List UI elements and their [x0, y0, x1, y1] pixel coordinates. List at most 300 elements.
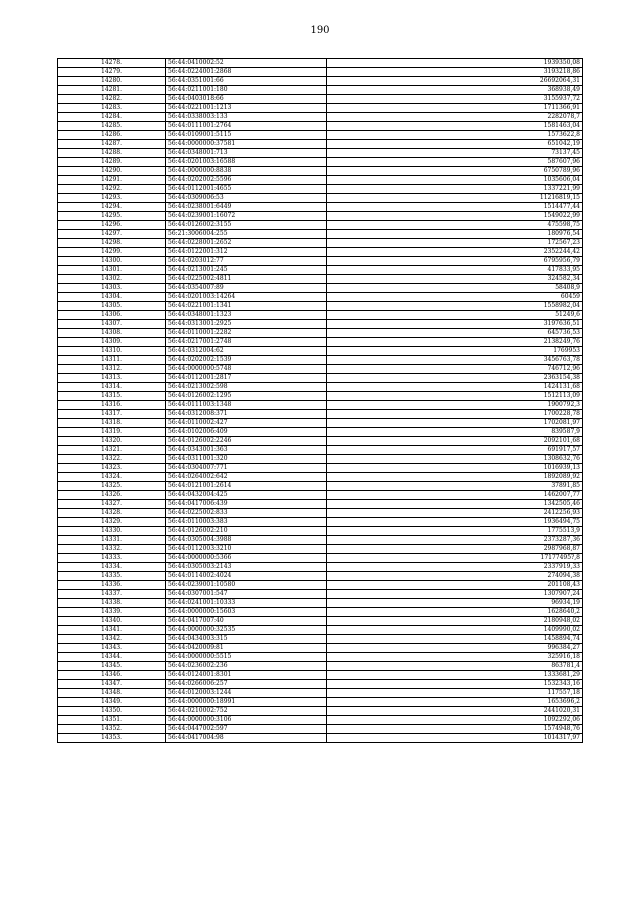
- cadastral-number-cell: 56:44:0417006:439: [166, 500, 327, 509]
- row-number-cell: 14298.: [58, 239, 166, 248]
- cadastral-number-cell: 56:44:0307001:547: [166, 590, 327, 599]
- cadastral-number-cell: 56:44:0410002:52: [166, 59, 327, 68]
- table-row: [58, 140, 583, 149]
- table-row: [58, 347, 583, 356]
- cadastral-value-cell: 746712,96: [327, 365, 583, 374]
- table-row: [58, 167, 583, 176]
- cadastral-value-cell: 1514477,44: [327, 203, 583, 212]
- table-row: [58, 464, 583, 473]
- cadastral-value-cell: 1558982,04: [327, 302, 583, 311]
- cadastral-number-cell: 56:44:0217001:2748: [166, 338, 327, 347]
- row-number-cell: 14294.: [58, 203, 166, 212]
- cadastral-value-cell: 1892089,92: [327, 473, 583, 482]
- cadastral-number-cell: 56:44:0312004:62: [166, 347, 327, 356]
- row-number-cell: 14351.: [58, 716, 166, 725]
- table-row: [58, 221, 583, 230]
- table-row: [58, 446, 583, 455]
- cadastral-value-cell: 2363154,38: [327, 374, 583, 383]
- row-number-cell: 14318.: [58, 419, 166, 428]
- row-number-cell: 14283.: [58, 104, 166, 113]
- cadastral-value-cell: 1549022,99: [327, 212, 583, 221]
- cadastral-number-cell: 56:44:0225002:833: [166, 509, 327, 518]
- row-number-cell: 14346.: [58, 671, 166, 680]
- cadastral-number-cell: 56:44:0111003:1348: [166, 401, 327, 410]
- cadastral-value-cell: 96934,19: [327, 599, 583, 608]
- cadastral-number-cell: 56:44:0338003:133: [166, 113, 327, 122]
- table-row: [58, 329, 583, 338]
- cadastral-number-cell: 56:44:0126002:3155: [166, 221, 327, 230]
- row-number-cell: 14279.: [58, 68, 166, 77]
- row-number-cell: 14306.: [58, 311, 166, 320]
- row-number-cell: 14319.: [58, 428, 166, 437]
- table-row: [58, 95, 583, 104]
- cadastral-value-cell: 11216819,15: [327, 194, 583, 203]
- table-row: [58, 581, 583, 590]
- table-row: [58, 158, 583, 167]
- table-row: [58, 185, 583, 194]
- row-number-cell: 14340.: [58, 617, 166, 626]
- cadastral-number-cell: 56:44:0201003:16588: [166, 158, 327, 167]
- cadastral-value-cell: 1769953: [327, 347, 583, 356]
- table-row: [58, 68, 583, 77]
- row-number-cell: 14290.: [58, 167, 166, 176]
- row-number-cell: 14303.: [58, 284, 166, 293]
- row-number-cell: 14338.: [58, 599, 166, 608]
- cadastral-number-cell: 56:44:0000000:18991: [166, 698, 327, 707]
- row-number-cell: 14325.: [58, 482, 166, 491]
- cadastral-value-cell: 324582,34: [327, 275, 583, 284]
- cadastral-value-cell: 1700228,78: [327, 410, 583, 419]
- table-row: [58, 248, 583, 257]
- cadastral-value-cell: 274094,38: [327, 572, 583, 581]
- cadastral-value-cell: 475598,75: [327, 221, 583, 230]
- cadastral-number-cell: 56:44:0264002:642: [166, 473, 327, 482]
- cadastral-value-cell: 1939350,08: [327, 59, 583, 68]
- table-row: [58, 176, 583, 185]
- row-number-cell: 14352.: [58, 725, 166, 734]
- cadastral-value-cell: 2337919,33: [327, 563, 583, 572]
- row-number-cell: 14312.: [58, 365, 166, 374]
- cadastral-value-cell: 1092292,06: [327, 716, 583, 725]
- cadastral-value-cell: 3197636,51: [327, 320, 583, 329]
- table-row: [58, 536, 583, 545]
- cadastral-number-cell: 56:44:0228001:2652: [166, 239, 327, 248]
- cadastral-value-cell: 2180948,02: [327, 617, 583, 626]
- table-row: [58, 149, 583, 158]
- table-row: [58, 122, 583, 131]
- cadastral-value-cell: 1628640,2: [327, 608, 583, 617]
- cadastral-value-cell: 17177495?,8: [327, 554, 583, 563]
- cadastral-value-cell: 839587,9: [327, 428, 583, 437]
- cadastral-value-cell: 6750789,96: [327, 167, 583, 176]
- table-row: [58, 491, 583, 500]
- cadastral-number-cell: 56:44:0241001:10333: [166, 599, 327, 608]
- cadastral-number-cell: 56:44:0110003:383: [166, 518, 327, 527]
- row-number-cell: 14282.: [58, 95, 166, 104]
- table-row: [58, 392, 583, 401]
- table-row: [58, 194, 583, 203]
- table-row: [58, 86, 583, 95]
- cadastral-number-cell: 56:44:0236002:236: [166, 662, 327, 671]
- row-number-cell: 14296.: [58, 221, 166, 230]
- cadastral-number-cell: 56:44:0120003:1244: [166, 689, 327, 698]
- table-row: [58, 635, 583, 644]
- row-number-cell: 14314.: [58, 383, 166, 392]
- cadastral-value-cell: 651042,19: [327, 140, 583, 149]
- row-number-cell: 14315.: [58, 392, 166, 401]
- table-row: [58, 500, 583, 509]
- table-row: [58, 284, 583, 293]
- table-row: [58, 572, 583, 581]
- row-number-cell: 14295.: [58, 212, 166, 221]
- cadastral-value-cell: 6795956,79: [327, 257, 583, 266]
- table-row: [58, 563, 583, 572]
- page-number: 190: [310, 25, 330, 36]
- table-row: [58, 383, 583, 392]
- table-row: [58, 230, 583, 239]
- cadastral-number-cell: 56:44:0126002:210: [166, 527, 327, 536]
- cadastral-number-cell: 56:44:0000000:5366: [166, 554, 327, 563]
- cadastral-value-cell: 73137,45: [327, 149, 583, 158]
- row-number-cell: 14304.: [58, 293, 166, 302]
- cadastral-value-cell: 37891,85: [327, 482, 583, 491]
- row-number-cell: 14333.: [58, 554, 166, 563]
- row-number-cell: 14341.: [58, 626, 166, 635]
- cadastral-number-cell: 56:44:0221001:1213: [166, 104, 327, 113]
- cadastral-value-cell: 417833,95: [327, 266, 583, 275]
- cadastral-number-cell: 56:44:0343001:363: [166, 446, 327, 455]
- table-row: [58, 590, 583, 599]
- table-row: [58, 239, 583, 248]
- row-number-cell: 14332.: [58, 545, 166, 554]
- cadastral-value-cell: 1307907,24: [327, 590, 583, 599]
- cadastral-number-cell: 56:44:0417004:98: [166, 734, 327, 743]
- cadastral-value-cell: 3155937,72: [327, 95, 583, 104]
- row-number-cell: 14344.: [58, 653, 166, 662]
- row-number-cell: 14302.: [58, 275, 166, 284]
- cadastral-value-cell: 1573622,8: [327, 131, 583, 140]
- table-row: [58, 356, 583, 365]
- cadastral-value-table: [57, 58, 583, 743]
- cadastral-value-cell: 51249,6: [327, 311, 583, 320]
- cadastral-number-cell: 56:44:0110001:2282: [166, 329, 327, 338]
- row-number-cell: 14337.: [58, 590, 166, 599]
- cadastral-number-cell: 56:44:0122001:312: [166, 248, 327, 257]
- cadastral-number-cell: 56:44:0111001:2764: [166, 122, 327, 131]
- cadastral-value-cell: 1016939,13: [327, 464, 583, 473]
- row-number-cell: 14307.: [58, 320, 166, 329]
- row-number-cell: 14335.: [58, 572, 166, 581]
- table-row: [58, 599, 583, 608]
- row-number-cell: 14297.: [58, 230, 166, 239]
- cadastral-number-cell: 56:44:0000000:15603: [166, 608, 327, 617]
- cadastral-value-cell: 691917,57: [327, 446, 583, 455]
- table-row: [58, 707, 583, 716]
- cadastral-number-cell: 56:44:0311001:320: [166, 455, 327, 464]
- table-row: [58, 275, 583, 284]
- row-number-cell: 14305.: [58, 302, 166, 311]
- cadastral-number-cell: 56:44:0434003:315: [166, 635, 327, 644]
- row-number-cell: 14328.: [58, 509, 166, 518]
- table-row: [58, 302, 583, 311]
- row-number-cell: 14349.: [58, 698, 166, 707]
- table-row: [58, 473, 583, 482]
- table-row: [58, 104, 583, 113]
- table-row: [58, 437, 583, 446]
- cadastral-number-cell: 56:44:0000000:3106: [166, 716, 327, 725]
- cadastral-value-cell: 1308632,76: [327, 455, 583, 464]
- cadastral-value-cell: 1936494,75: [327, 518, 583, 527]
- cadastral-number-cell: 56:44:0213001:245: [166, 266, 327, 275]
- cadastral-number-cell: 56:44:0221001:1341: [166, 302, 327, 311]
- table-row: [58, 689, 583, 698]
- cadastral-value-cell: 1014317,97: [327, 734, 583, 743]
- cadastral-value-cell: 2282078,7: [327, 113, 583, 122]
- cadastral-value-cell: 1337221,99: [327, 185, 583, 194]
- row-number-cell: 14310.: [58, 347, 166, 356]
- cadastral-number-cell: 56:44:0211001:180: [166, 86, 327, 95]
- table-row: [58, 455, 583, 464]
- table-row: [58, 698, 583, 707]
- table-row: [58, 680, 583, 689]
- row-number-cell: 14353.: [58, 734, 166, 743]
- table-row: [58, 545, 583, 554]
- cadastral-number-cell: 56:44:0305003:2143: [166, 563, 327, 572]
- cadastral-value-cell: 1424131,68: [327, 383, 583, 392]
- cadastral-number-cell: 56:44:0312008:371: [166, 410, 327, 419]
- row-number-cell: 14286.: [58, 131, 166, 140]
- cadastral-value-cell: 2987968,87: [327, 545, 583, 554]
- row-number-cell: 14280.: [58, 77, 166, 86]
- cadastral-value-cell: 1711366,91: [327, 104, 583, 113]
- row-number-cell: 14321.: [58, 446, 166, 455]
- cadastral-value-cell: 3456763,78: [327, 356, 583, 365]
- row-number-cell: 14327.: [58, 500, 166, 509]
- row-number-cell: 14350.: [58, 707, 166, 716]
- row-number-cell: 14334.: [58, 563, 166, 572]
- cadastral-number-cell: 56:44:0000000:5515: [166, 653, 327, 662]
- table-row: [58, 374, 583, 383]
- cadastral-value-cell: 2352244,42: [327, 248, 583, 257]
- cadastral-number-cell: 56:44:0432004:425: [166, 491, 327, 500]
- row-number-cell: 14336.: [58, 581, 166, 590]
- cadastral-value-cell: 1342505,46: [327, 500, 583, 509]
- cadastral-number-cell: 56:44:0203012:77: [166, 257, 327, 266]
- row-number-cell: 14300.: [58, 257, 166, 266]
- cadastral-number-cell: 56:44:0110002:427: [166, 419, 327, 428]
- table-row: [58, 653, 583, 662]
- table-row: [58, 527, 583, 536]
- cadastral-value-cell: 1532343,16: [327, 680, 583, 689]
- row-number-cell: 14301.: [58, 266, 166, 275]
- table-row: [58, 428, 583, 437]
- row-number-cell: 14347.: [58, 680, 166, 689]
- cadastral-number-cell: 56:44:0126002:2246: [166, 437, 327, 446]
- table-row: [58, 482, 583, 491]
- row-number-cell: 14322.: [58, 455, 166, 464]
- cadastral-number-cell: 56:44:0447002:597: [166, 725, 327, 734]
- cadastral-number-cell: 56:44:0000000:5748: [166, 365, 327, 374]
- cadastral-number-cell: 56:44:0420009:81: [166, 644, 327, 653]
- table-row: [58, 365, 583, 374]
- cadastral-value-cell: 1702081,97: [327, 419, 583, 428]
- row-number-cell: 14278.: [58, 59, 166, 68]
- table-row: [58, 644, 583, 653]
- row-number-cell: 14342.: [58, 635, 166, 644]
- table-body: [58, 59, 583, 743]
- table-row: [58, 59, 583, 68]
- row-number-cell: 14285.: [58, 122, 166, 131]
- row-number-cell: 14317.: [58, 410, 166, 419]
- cadastral-value-cell: 1462007,77: [327, 491, 583, 500]
- cadastral-number-cell: 56:44:0304007:771: [166, 464, 327, 473]
- cadastral-value-cell: 1512113,09: [327, 392, 583, 401]
- row-number-cell: 14308.: [58, 329, 166, 338]
- cadastral-value-cell: 1458894,74: [327, 635, 583, 644]
- table-row: [58, 311, 583, 320]
- table-row: [58, 509, 583, 518]
- cadastral-number-cell: 56:44:0313001:2925: [166, 320, 327, 329]
- cadastral-value-cell: 2412256,93: [327, 509, 583, 518]
- cadastral-value-cell: 1333681,29: [327, 671, 583, 680]
- cadastral-number-cell: 56:44:0213002:598: [166, 383, 327, 392]
- cadastral-number-cell: 56:44:0238001:6449: [166, 203, 327, 212]
- cadastral-value-cell: 2138249,76: [327, 338, 583, 347]
- cadastral-number-cell: 56:44:0210002:752: [166, 707, 327, 716]
- row-number-cell: 14345.: [58, 662, 166, 671]
- cadastral-number-cell: 56:44:0201003:14264: [166, 293, 327, 302]
- cadastral-number-cell: 56:44:0121001:2614: [166, 482, 327, 491]
- table-row: [58, 401, 583, 410]
- table-row: [58, 77, 583, 86]
- cadastral-value-cell: 58408,9: [327, 284, 583, 293]
- table-row: [58, 734, 583, 743]
- cadastral-number-cell: 56:44:0351001:66: [166, 77, 327, 86]
- cadastral-number-cell: 56:44:0309006:53: [166, 194, 327, 203]
- cadastral-value-cell: 201108,43: [327, 581, 583, 590]
- row-number-cell: 14330.: [58, 527, 166, 536]
- row-number-cell: 14316.: [58, 401, 166, 410]
- cadastral-value-cell: 60459: [327, 293, 583, 302]
- row-number-cell: 14311.: [58, 356, 166, 365]
- cadastral-number-cell: 56:44:0000000:8838: [166, 167, 327, 176]
- table-row: [58, 131, 583, 140]
- row-number-cell: 14309.: [58, 338, 166, 347]
- cadastral-number-cell: 56:44:0354007:89: [166, 284, 327, 293]
- cadastral-value-cell: 368938,49: [327, 86, 583, 95]
- cadastral-value-cell: 1900792,3: [327, 401, 583, 410]
- table-row: [58, 662, 583, 671]
- row-number-cell: 14299.: [58, 248, 166, 257]
- cadastral-number-cell: 56:44:0114002:4024: [166, 572, 327, 581]
- table-row: [58, 320, 583, 329]
- cadastral-value-cell: 180976,54: [327, 230, 583, 239]
- cadastral-number-cell: 56:44:0126002:1295: [166, 392, 327, 401]
- cadastral-number-cell: 56:44:0239001:16072: [166, 212, 327, 221]
- cadastral-number-cell: 56:44:0224001:2868: [166, 68, 327, 77]
- row-number-cell: 14284.: [58, 113, 166, 122]
- table-row: [58, 518, 583, 527]
- row-number-cell: 14281.: [58, 86, 166, 95]
- row-number-cell: 14288.: [58, 149, 166, 158]
- cadastral-value-cell: 996384,27: [327, 644, 583, 653]
- cadastral-value-cell: 117557,18: [327, 689, 583, 698]
- table-row: [58, 608, 583, 617]
- cadastral-value-cell: 1409990,02: [327, 626, 583, 635]
- row-number-cell: 14313.: [58, 374, 166, 383]
- cadastral-value-cell: 2441020,31: [327, 707, 583, 716]
- cadastral-number-cell: 56:44:0225002:4811: [166, 275, 327, 284]
- row-number-cell: 14293.: [58, 194, 166, 203]
- cadastral-value-cell: 1581463,04: [327, 122, 583, 131]
- cadastral-value-cell: 1574948,76: [327, 725, 583, 734]
- row-number-cell: 14331.: [58, 536, 166, 545]
- cadastral-number-cell: 56:21:3006004:255: [166, 230, 327, 239]
- cadastral-number-cell: 56:44:0000000:37581: [166, 140, 327, 149]
- table-row: [58, 212, 583, 221]
- row-number-cell: 14289.: [58, 158, 166, 167]
- row-number-cell: 14324.: [58, 473, 166, 482]
- table-row: [58, 203, 583, 212]
- cadastral-number-cell: 56:44:0202002:5596: [166, 176, 327, 185]
- cadastral-value-cell: 645736,53: [327, 329, 583, 338]
- table-row: [58, 338, 583, 347]
- row-number-cell: 14339.: [58, 608, 166, 617]
- row-number-cell: 14320.: [58, 437, 166, 446]
- cadastral-value-cell: 1653696,2: [327, 698, 583, 707]
- cadastral-number-cell: 56:44:0124001:8301: [166, 671, 327, 680]
- table-row: [58, 554, 583, 563]
- cadastral-number-cell: 56:44:0109001:5115: [166, 131, 327, 140]
- row-number-cell: 14323.: [58, 464, 166, 473]
- table-row: [58, 626, 583, 635]
- row-number-cell: 14291.: [58, 176, 166, 185]
- table-row: [58, 671, 583, 680]
- cadastral-value-cell: 2092101,68: [327, 437, 583, 446]
- cadastral-number-cell: 56:44:0112003:3210: [166, 545, 327, 554]
- cadastral-number-cell: 56:44:0266006:257: [166, 680, 327, 689]
- table-row: [58, 725, 583, 734]
- cadastral-value-cell: 1775513,9: [327, 527, 583, 536]
- table-row: [58, 410, 583, 419]
- cadastral-number-cell: 56:44:0239001:10580: [166, 581, 327, 590]
- cadastral-value-cell: 1035606,04: [327, 176, 583, 185]
- row-number-cell: 14348.: [58, 689, 166, 698]
- table-row: [58, 257, 583, 266]
- cadastral-number-cell: 56:44:0112001:4655: [166, 185, 327, 194]
- cadastral-number-cell: 56:44:0348001:713: [166, 149, 327, 158]
- cadastral-value-cell: 325916,18: [327, 653, 583, 662]
- cadastral-number-cell: 56:44:0112001:2817: [166, 374, 327, 383]
- cadastral-value-cell: 587607,96: [327, 158, 583, 167]
- table-row: [58, 113, 583, 122]
- row-number-cell: 14343.: [58, 644, 166, 653]
- table-row: [58, 617, 583, 626]
- cadastral-number-cell: 56:44:0348001:1323: [166, 311, 327, 320]
- cadastral-value-cell: 2373287,36: [327, 536, 583, 545]
- cadastral-value-cell: 26692064,31: [327, 77, 583, 86]
- cadastral-number-cell: 56:44:0403018:66: [166, 95, 327, 104]
- cadastral-number-cell: 56:44:0102006:409: [166, 428, 327, 437]
- cadastral-number-cell: 56:44:0202002:1539: [166, 356, 327, 365]
- cadastral-value-cell: 172567,23: [327, 239, 583, 248]
- table-row: [58, 293, 583, 302]
- table-row: [58, 266, 583, 275]
- table-row: [58, 419, 583, 428]
- cadastral-value-cell: 3193218,86: [327, 68, 583, 77]
- cadastral-value-cell: 863781,4: [327, 662, 583, 671]
- row-number-cell: 14326.: [58, 491, 166, 500]
